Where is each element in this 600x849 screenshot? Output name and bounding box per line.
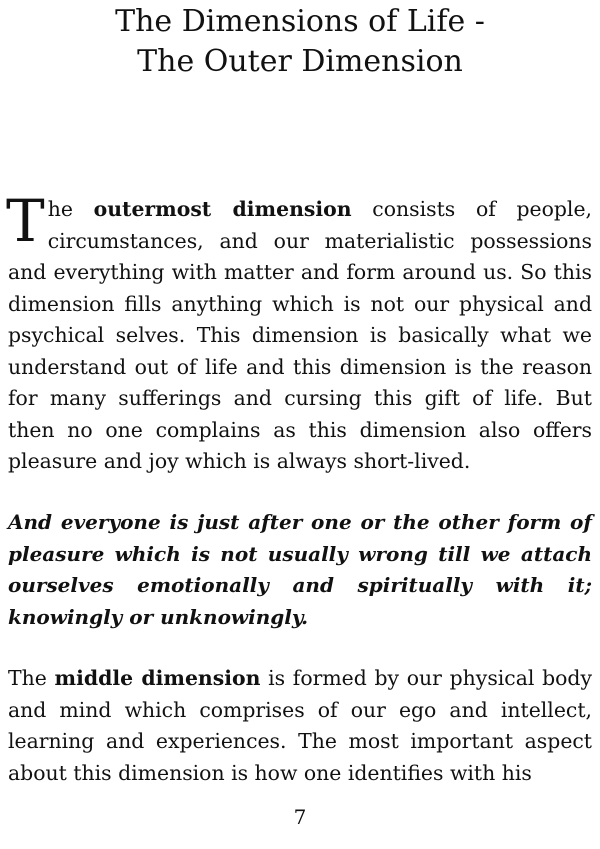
bold-term-outermost-dimension: outermost dimension [93,197,352,221]
paragraph-middle-dimension [8,663,592,789]
paragraph-body-text: consists of people, circumstances, and our materialistic possessions and everything with matter and form around us. So this dimension fills anything which is not our physical and psychical selves. This dimension is basically what we understand out of life and this dimension is the reason for many sufferings and cursing this gift of life. But then no one complains as this dimension also offers pleasure and joy which is always short-lived. [8,197,592,473]
drop-cap: T [6,187,45,255]
paragraph-lead-text: The [8,666,55,690]
paragraph-body-text: is formed by our physical body and mind which comprises of our ego and intellect, learning and experiences. The most important aspect about this dimension is how one identifies with his [8,666,592,785]
chapter-title [0,2,600,82]
page-number: 7 [293,805,307,829]
paragraph-outermost-dimension [6,187,592,478]
chapter-title-line-2: The Outer Dimension [137,44,463,79]
paragraph-lead-text: he [47,197,94,221]
chapter-title-line-1: The Dimensions of Life - [115,4,485,39]
bold-term-middle-dimension: middle dimension [54,666,261,690]
paragraph-emphasis: And everyone is just after one or the other form of pleasure which is not usually wrong till we attach ourselves emotionally and spiritually with it; knowingly or unknowingly. [8,510,592,629]
